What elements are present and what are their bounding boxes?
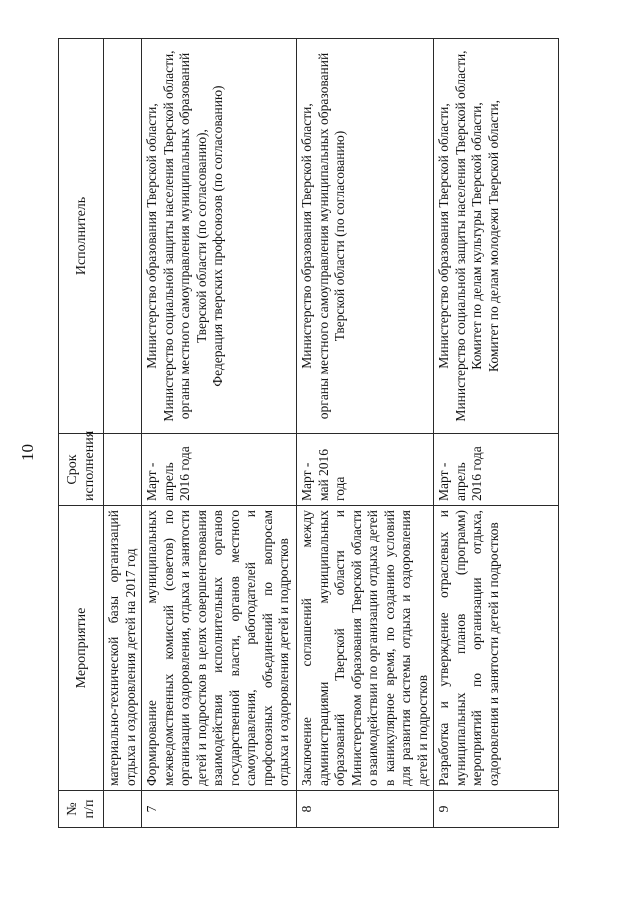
table-row <box>297 39 434 828</box>
header-activity: Мероприятие <box>59 506 104 791</box>
executor-line: Министерство социальной защиты населения Тверской области, <box>452 50 468 422</box>
row-num: 8 <box>297 791 434 828</box>
row-term <box>104 434 142 506</box>
row-num <box>104 791 142 828</box>
executor-line: Министерство образования Тверской области, <box>144 103 159 369</box>
header-num: № п/п <box>59 791 104 828</box>
executor-line: Министерство образования Тверской области, <box>299 103 314 369</box>
table-row <box>142 39 297 828</box>
row-executor <box>297 39 434 434</box>
activities-table <box>58 38 559 828</box>
executor-line: органы местного самоуправления муниципальных образований Тверской области (по согласованию), <box>177 52 209 420</box>
header-executor: Исполнитель <box>59 39 104 434</box>
table-row <box>434 39 559 828</box>
table-row <box>104 39 142 828</box>
row-num: 9 <box>434 791 559 828</box>
executor-line: Комитет по делам культуры Тверской области, <box>469 102 484 370</box>
row-term: Март - апрель 2016 года <box>434 434 559 506</box>
row-term: Март - май 2016 года <box>297 434 434 506</box>
row-executor <box>434 39 559 434</box>
executor-line: Министерство образования Тверской области, <box>436 103 451 369</box>
executor-line: Комитет по делам молодежи Тверской области, <box>485 100 501 372</box>
page-number: 10 <box>18 444 37 461</box>
executor-line: органы местного самоуправления муниципальных образований Тверской области (по согласованию) <box>315 52 347 420</box>
executor-line: Федерация тверских профсоюзов (по согласованию) <box>210 85 225 387</box>
row-activity: Разработка и утверждение отраслевых и муниципальных планов (программ) мероприятий по организации отдыха, оздоровления и занятости детей и подростков <box>434 506 559 791</box>
row-executor <box>142 39 297 434</box>
row-executor <box>104 39 142 434</box>
row-term: Март - апрель 2016 года <box>142 434 297 506</box>
row-activity: материально-технической базы организаций отдыха и оздоровления детей на 2017 год <box>104 506 142 791</box>
header-term: Срок исполнения <box>59 434 104 506</box>
table-header-row <box>59 39 104 828</box>
row-activity: Заключение соглашений между администрациями муниципальных образований Тверской области и Министерством образования Тверской области о взаимодействии по организации отдыха детей в каникулярное время, по созданию условий для развития системы отдыха и оздоровления детей и подростков <box>297 506 434 791</box>
row-activity: Формирование муниципальных межведомственных комиссий (советов) по организации оздоровления, отдыха и занятости детей и подростков в целях совершенствования взаимодействия исполнительных органов государственной власти, органов местного самоуправления, работодателей и профсоюзных объединений по вопросам отдыха и оздоровления детей и подростков <box>142 506 297 791</box>
row-num: 7 <box>142 791 297 828</box>
executor-line: Министерство социальной защиты населения Тверской области, <box>160 50 176 422</box>
